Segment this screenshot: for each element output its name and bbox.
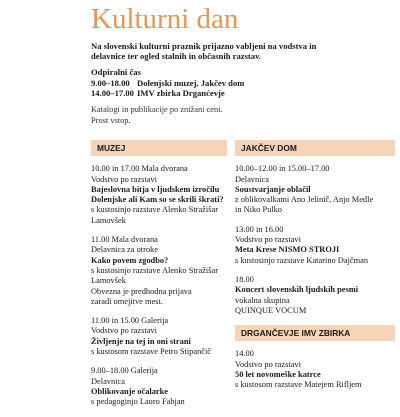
event-title: Kako povem zgodbo? <box>91 255 169 265</box>
event-time: 11.00 in 15.00 Galerija <box>91 316 169 326</box>
event-item <box>91 316 227 357</box>
event-detail: Delavnica za otroke <box>91 245 158 255</box>
note-catalogues: Katalogi in publikacije po znižani ceni. <box>91 105 223 114</box>
event-title: Bajeslovna bitja v ljudskem izročilu <box>91 184 220 194</box>
section-heading: DRGANČEVJE IMV ZBIRKA <box>235 325 395 341</box>
section-heading: JAKČEV DOM <box>235 140 395 156</box>
intro-text: Na slovenski kulturni praznik prijazno vabljeni na vodstva in delavnice ter ogled stalnih in občasnih razstav. <box>91 41 317 61</box>
event-detail: zaradi omejitve mest. <box>91 296 163 306</box>
hours-time: 14.00–17.00 <box>91 88 134 98</box>
event-item <box>235 164 395 215</box>
event-detail: in Niko Pulko <box>235 205 282 215</box>
event-detail: z oblikovalkami Ano Jelinič, Anjo Medle <box>235 195 374 205</box>
note-free-entry: Prost vstop. <box>91 115 131 125</box>
event-detail: Delavnica <box>91 376 125 386</box>
event-title: Življenje na tej in oni strani <box>91 336 191 346</box>
program-section <box>91 140 227 408</box>
event-item <box>91 235 227 307</box>
event-title: Meta Krese NISMO STROJI <box>235 245 340 255</box>
event-detail: Obvezna je predhodna prijava <box>91 286 192 296</box>
hours-place: Dolenjski muzej, Jakčev dom <box>137 77 245 88</box>
event-time: 13.00 in 16.00 <box>235 224 284 234</box>
notes <box>91 105 331 126</box>
event-time: 10.00 in 17.00 Mala dvorana <box>91 164 188 174</box>
event-item <box>235 275 395 316</box>
left-column <box>91 140 227 417</box>
program-section <box>235 140 395 316</box>
right-column <box>235 140 395 400</box>
event-detail: Delavnica <box>235 174 269 184</box>
section-heading: MUZEJ <box>91 140 227 156</box>
event-detail: Vodstvo po razstavi <box>235 359 301 369</box>
event-title: Oblikovanje očalarke <box>91 386 169 396</box>
event-detail: s pedagoginjo Lauro Fabjan <box>91 397 185 407</box>
event-time: 14.00 <box>235 349 254 359</box>
event-detail: s kustosinjo razstave Alenko Stražišar <box>91 265 218 275</box>
program-section <box>235 325 395 390</box>
event-detail: s kustosinjo razstave Katarino Dajčman <box>235 255 369 265</box>
event-detail: vokalna skupina <box>235 295 290 305</box>
event-title: Koncert slovenskih ljudskih pesmi <box>235 285 359 295</box>
event-time: 18.00 <box>235 274 254 284</box>
event-detail: Vodstvo po razstavi <box>91 174 157 184</box>
event-title: Dolenjske ali Kam so se skrili škrati? <box>91 195 224 205</box>
event-detail: Lamovšek <box>91 215 126 225</box>
event-detail: s kustosinjo razstave Alenko Stražišar <box>91 205 218 215</box>
event-detail: QUINQUE VOCUM <box>235 305 307 315</box>
hours-place: IMV zbirka Drganćevje <box>137 88 225 98</box>
event-detail: s kustosom razstave Petro Stipančič <box>91 347 212 357</box>
event-time: 10.00–12.00 in 15.00–17.00 <box>235 164 330 174</box>
event-item <box>91 366 227 407</box>
event-title: 50 let novomeške katrce <box>235 370 321 380</box>
opening-hours-label: Odpiralni čas <box>91 67 141 77</box>
hours-row <box>91 88 331 99</box>
page-title: Kulturni dan <box>91 3 239 35</box>
event-time: 9.00–18.00 Galerija <box>91 366 158 376</box>
event-item <box>91 164 227 226</box>
hours-row <box>91 78 331 89</box>
event-detail: Vodstvo po razstavi <box>91 326 157 336</box>
event-detail: s kustosom razstave Matejem Rifljem <box>235 380 362 390</box>
event-item <box>235 349 395 390</box>
event-title: Soustvarjanje oblačil <box>235 184 311 194</box>
event-detail: Lamovšek <box>91 276 126 286</box>
event-item <box>235 225 395 266</box>
event-time: 11.00 Mala dvorana <box>91 235 158 245</box>
event-detail: Vodstvo po razstavi <box>235 235 301 245</box>
hours-time: 9.00–18.00 <box>91 77 130 88</box>
opening-hours <box>91 67 331 99</box>
